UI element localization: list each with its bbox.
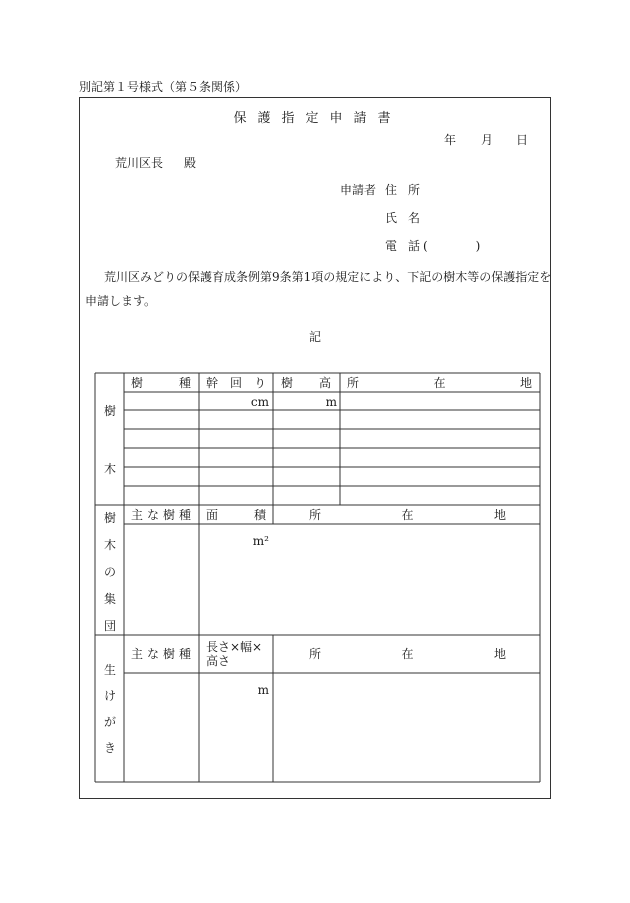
trees-header-species xyxy=(131,377,191,389)
trees-label-bottom: 木 xyxy=(103,462,116,476)
hedge-header-species-char: な xyxy=(146,647,159,661)
hedge-header-species-char: 主 xyxy=(131,647,144,661)
trees-girth-unit: cm xyxy=(250,395,269,409)
hedge-dimensions-unit: m xyxy=(257,683,269,697)
hedge-header-location-char: 地 xyxy=(493,647,506,661)
hedge-header-species-char: 樹 xyxy=(162,647,175,661)
tree-group-header-location-char: 地 xyxy=(493,508,506,522)
phone-field-parentheses: ( ) xyxy=(423,239,499,253)
tree-group-header-species-char: 主 xyxy=(131,508,144,522)
trees-header-location xyxy=(347,377,532,389)
tree-group-header-location-char: 在 xyxy=(401,508,414,522)
trees-header-girth xyxy=(206,377,266,389)
addressee-name: 荒川区長 xyxy=(115,156,164,170)
trees-header-girth-char: 幹 xyxy=(206,376,219,390)
hedge-label-char: が xyxy=(103,715,116,729)
trees-height-unit: m xyxy=(325,395,337,409)
address-field-label: 住所 xyxy=(385,183,432,197)
trees-header-girth-char: り xyxy=(253,376,266,390)
tree-group-header-species-char: 種 xyxy=(178,508,191,522)
trees-header-location-char: 地 xyxy=(519,376,532,390)
trees-header-height xyxy=(281,377,331,389)
addressee-honorific: 殿 xyxy=(184,156,197,170)
trees-header-location-char: 在 xyxy=(433,376,446,390)
tree-group-header-species xyxy=(131,509,191,521)
hedge-label-char: き xyxy=(103,741,116,755)
tree-group-header-location xyxy=(309,509,506,521)
hedge-header-location-char: 在 xyxy=(401,647,414,661)
ki-heading: 記 xyxy=(308,330,321,344)
date-year-label: 年 xyxy=(444,133,457,147)
tree-group-header-species-char: な xyxy=(146,508,159,522)
applicant-label: 申請者 xyxy=(340,183,377,197)
hedge-header-species-char: 種 xyxy=(178,647,191,661)
trees-header-height-char: 樹 xyxy=(281,376,294,390)
hedge-header-species xyxy=(131,648,191,660)
form-frame xyxy=(79,97,551,799)
tree-group-header-location-char: 所 xyxy=(309,508,322,522)
trees-label-top: 樹 xyxy=(103,404,116,418)
tree-group-header-area xyxy=(206,509,266,521)
trees-header-species-char: 種 xyxy=(178,376,191,390)
body-text-line-1: 荒川区みどりの保護育成条例第9条第1項の規定により、下記の樹木等の保護指定を xyxy=(104,270,552,284)
tree-group-header-area-char: 積 xyxy=(253,508,266,522)
name-field-label: 氏名 xyxy=(385,211,432,225)
tree-group-label-char: 樹 xyxy=(103,511,116,525)
trees-header-location-char: 所 xyxy=(347,376,360,390)
trees-header-species-char: 樹 xyxy=(131,376,144,390)
tree-group-header-species-char: 樹 xyxy=(162,508,175,522)
tree-group-label-char: 集 xyxy=(103,592,116,606)
tree-group-label-char: 団 xyxy=(103,619,116,633)
hedge-header-location xyxy=(309,648,506,660)
trees-header-girth-char: 回 xyxy=(229,376,242,390)
body-text-line-2: 申請します。 xyxy=(85,294,157,308)
hedge-header-dimensions: 長さ×幅× 高さ xyxy=(206,640,263,669)
date-month-label: 月 xyxy=(481,133,494,147)
date-day-label: 日 xyxy=(516,133,529,147)
tree-group-area-unit: m² xyxy=(252,534,269,548)
form-number-label: 別記第１号様式（第５条関係） xyxy=(79,80,248,94)
form-title: 保護指定申請書 xyxy=(233,111,402,126)
trees-header-height-char: 高 xyxy=(318,376,331,390)
tree-group-header-area-char: 面 xyxy=(206,508,219,522)
hedge-label-char: け xyxy=(103,689,116,703)
hedge-label-char: 生 xyxy=(103,663,116,677)
phone-field-label: 電話 xyxy=(385,239,432,253)
tree-group-label-char: の xyxy=(103,565,116,579)
tree-group-label-char: 木 xyxy=(103,538,116,552)
hedge-header-location-char: 所 xyxy=(309,647,322,661)
